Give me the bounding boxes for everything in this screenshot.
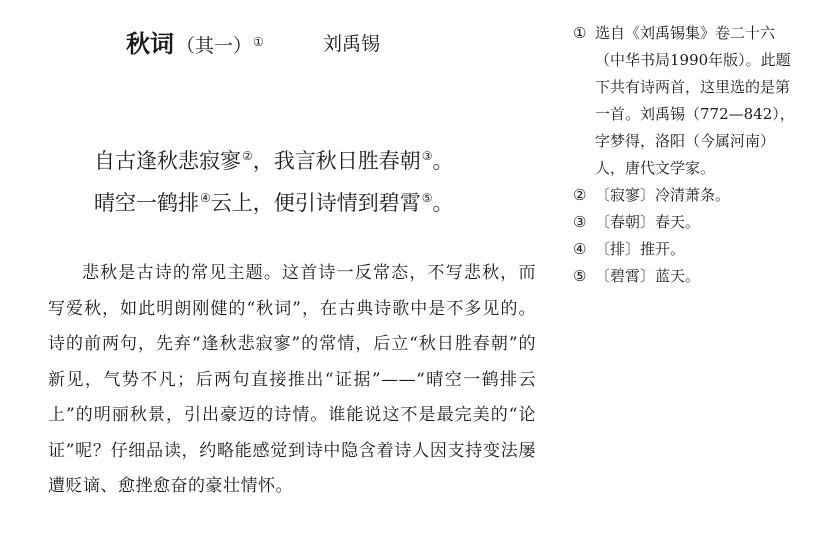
note-marker[interactable]: ④ [200, 191, 211, 205]
footnote-item [573, 209, 803, 236]
footnote-text: 〔碧霄〕蓝天。 [595, 267, 701, 285]
note-marker[interactable]: ② [242, 149, 253, 163]
poem-line-text: 晴空一鹤排 [94, 191, 199, 215]
commentary [48, 256, 536, 505]
footnote-item [573, 182, 803, 209]
footnote-item [573, 20, 803, 182]
footnote-item [573, 236, 803, 263]
note-marker[interactable]: ⑤ [421, 191, 433, 205]
poem-line [94, 138, 454, 180]
poem-body [94, 138, 454, 222]
footnote-text: 〔寂寥〕冷清萧条。 [595, 186, 731, 204]
poem-line-text: 自古逢秋悲寂寥 [94, 149, 241, 173]
footnote-item [573, 263, 803, 290]
footnote-number: ③ [573, 213, 587, 231]
poem-line-text: ，我言秋日胜春朝 [252, 149, 421, 173]
footnote-text: 选自《刘禹锡集》卷二十六（中华书局1990年版）。此题下共有诗两首，这里选的是第一首。刘禹锡（772—842），字梦得，洛阳（今属河南）人，唐代文学家。 [595, 24, 795, 177]
commentary-paragraph: 悲秋是古诗的常见主题。这首诗一反常态，不写悲秋，而写爱秋，如此明朗刚健的“秋词”，在古典诗歌中是不多见的。诗的前两句，先弃“逢秋悲寂寥”的常情，后立“秋日胜春朝”的新见，气势不凡；后两句直接推出“证据”——“晴空一鹤排云上”的明丽秋景，引出豪迈的诗情。谁能说这不是最完美的“论证”呢？仔细品读，约略能感觉到诗中隐含着诗人因支持变法屡遭贬谪、愈挫愈奋的豪壮情怀。 [48, 263, 536, 496]
poem-line-punct: 。 [432, 149, 454, 173]
title-text: 秋词 [126, 29, 174, 58]
footnote-text: 〔春朝〕春天。 [595, 213, 701, 231]
footnotes [573, 20, 803, 290]
author-name: 刘禹锡 [323, 33, 381, 55]
footnote-number: ① [573, 24, 587, 42]
poem-line-punct: 。 [432, 191, 454, 215]
footnote-number: ② [573, 186, 587, 204]
title-note-marker[interactable]: ① [253, 34, 264, 49]
poem-line [94, 180, 454, 222]
footnote-number: ⑤ [573, 267, 587, 285]
note-marker[interactable]: ③ [421, 149, 433, 163]
poem-line-text: 云上，便引诗情到碧霄 [210, 191, 421, 215]
poem-title [126, 24, 264, 59]
footnote-number: ④ [573, 240, 587, 258]
footnote-text: 〔排〕推开。 [595, 240, 686, 258]
title-subtitle: （其一） [176, 35, 253, 57]
